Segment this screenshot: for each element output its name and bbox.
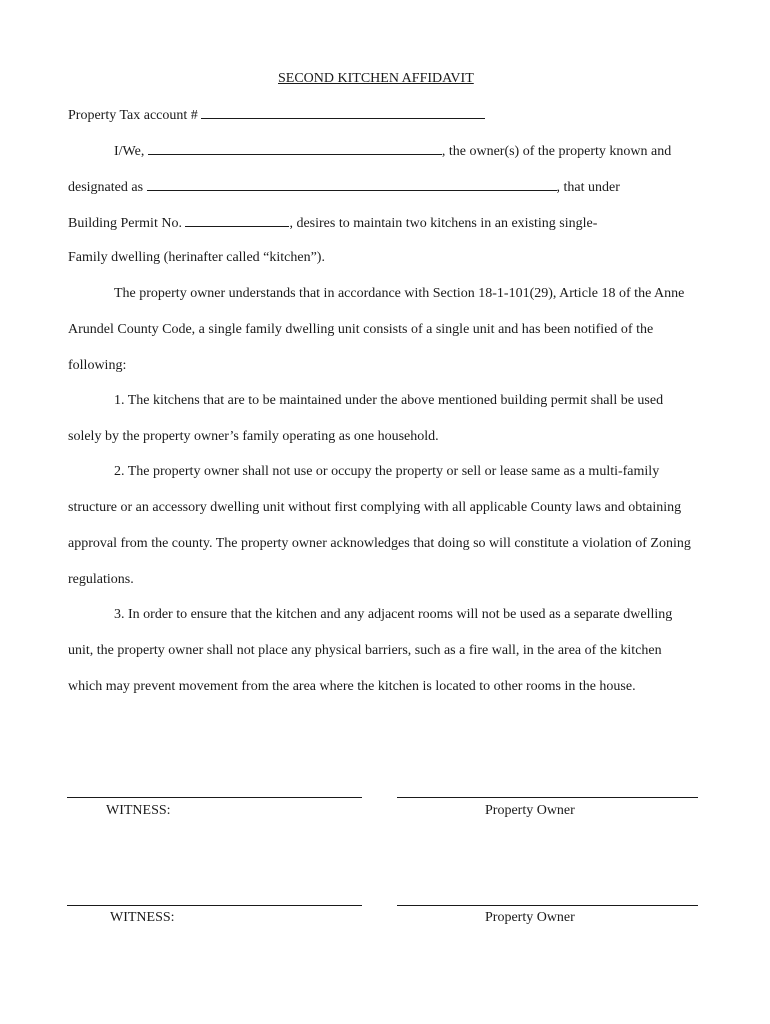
intro-paragraph-line-3: following:	[68, 358, 127, 373]
owner-label-1: Property Owner	[485, 803, 575, 818]
witness-label-1: WITNESS:	[106, 803, 171, 818]
item-3-line-2: unit, the property owner shall not place any physical barriers, such as a fire wall, in the area of the kitchen	[68, 643, 662, 658]
designated-line	[68, 179, 620, 196]
item-2-line-3: approval from the county. The property owner acknowledges that doing so will constitute a violation of Zoning	[68, 536, 691, 551]
witness-label-2: WITNESS:	[110, 910, 175, 925]
property-designation-field[interactable]	[147, 179, 557, 191]
family-dwelling-line: Family dwelling (herinafter called “kitchen”).	[68, 250, 325, 265]
intro-paragraph-line-1: The property owner understands that in accordance with Section 18-1-101(29), Article 18 of the Anne	[114, 286, 685, 301]
permit-number-field[interactable]	[185, 215, 289, 227]
owner-signature-line-1[interactable]	[397, 797, 698, 798]
iwe-label: I/We,	[114, 144, 145, 159]
intro-paragraph-line-2: Arundel County Code, a single family dwelling unit consists of a single unit and has been notified of the	[68, 322, 654, 337]
item-2-line-2: structure or an accessory dwelling unit without first complying with all applicable County laws and obtaining	[68, 500, 682, 515]
that-under-text: , that under	[556, 180, 620, 195]
document-title: SECOND KITCHEN AFFIDAVIT	[278, 71, 474, 86]
item-1-line-2: solely by the property owner’s family operating as one household.	[68, 429, 439, 444]
witness-signature-line-1[interactable]	[67, 797, 362, 798]
owner-label-2: Property Owner	[485, 910, 575, 925]
item-3-line-1: 3. In order to ensure that the kitchen and any adjacent rooms will not be used as a separate dwelling	[114, 607, 673, 622]
tax-account-field[interactable]	[201, 107, 485, 119]
item-3-line-3: which may prevent movement from the area where the kitchen is located to other rooms in the house.	[68, 679, 636, 694]
designated-label: designated as	[68, 180, 144, 195]
permit-text: , desires to maintain two kitchens in an existing single-	[289, 216, 598, 231]
item-2-line-1: 2. The property owner shall not use or occupy the property or sell or lease same as a multi-family	[114, 464, 660, 479]
item-1-line-1: 1. The kitchens that are to be maintained under the above mentioned building permit shall be used	[114, 393, 664, 408]
permit-line	[68, 215, 597, 232]
tax-account-label: Property Tax account #	[68, 108, 202, 123]
owner-signature-line-2[interactable]	[397, 905, 698, 906]
owner-text: , the owner(s) of the property known and	[441, 144, 672, 159]
owner-name-field[interactable]	[148, 143, 442, 155]
tax-account-line	[68, 107, 485, 124]
item-2-line-4: regulations.	[68, 572, 134, 587]
owner-line	[114, 143, 671, 160]
witness-signature-line-2[interactable]	[67, 905, 362, 906]
permit-label: Building Permit No.	[68, 216, 182, 231]
